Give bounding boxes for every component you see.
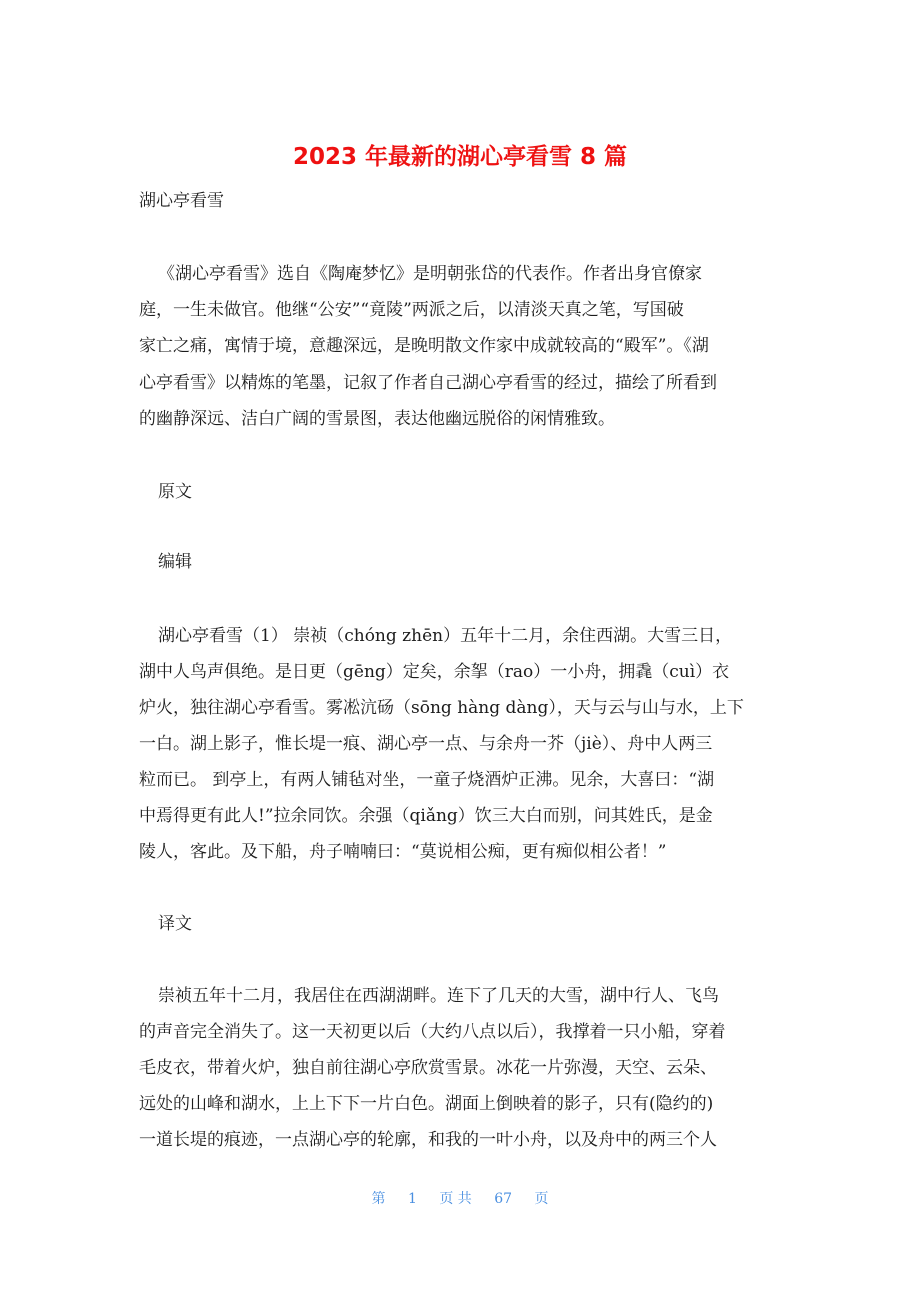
intro-line: 的幽静深远、洁白广阔的雪景图，表达他幽远脱俗的闲情雅致。 [139,409,615,429]
section-heading-edit: 编辑 [158,552,192,572]
subtitle: 湖心亭看雪 [139,191,224,211]
original-line: 一白。湖上影子，惟长堤一痕、湖心亭一点、与余舟一芥（jiè）、舟中人两三 [139,734,713,754]
intro-line: 家亡之痛，寓情于境，意趣深远，是晚明散文作家中成就较高的“殿军”。《湖 [139,336,709,356]
translation-line: 崇祯五年十二月，我居住在西湖湖畔。连下了几天的大雪，湖中行人、飞鸟 [158,986,719,1006]
original-line: 湖心亭看雪（1） 崇祯（chóng zhēn）五年十二月，余住西湖。大雪三日， [158,626,733,646]
document-title: 2023 年最新的湖心亭看雪 8 篇 [292,144,628,170]
translation-line: 一道长堤的痕迹，一点湖心亭的轮廓，和我的一叶小舟，以及舟中的两三个人 [139,1130,717,1150]
total-pages-number: 67 [494,1191,513,1207]
intro-line: 心亭看雪》以精炼的笔墨，记叙了作者自己湖心亭看雪的经过，描绘了所看到 [139,373,717,393]
intro-line: 庭，一生未做官。他继“公安”“竟陵”两派之后，以清淡天真之笔，写国破 [139,300,684,320]
page-label-prefix: 第 [371,1191,386,1207]
intro-line: 《湖心亭看雪》选自《陶庵梦忆》是明朝张岱的代表作。作者出身官僚家 [158,264,702,284]
original-line: 陵人，客此。及下船，舟子喃喃曰：“莫说相公痴，更有痴似相公者！” [139,842,667,862]
original-line: 中焉得更有此人!”拉余同饮。余强（qiǎng）饮三大白而别，问其姓氏，是金 [139,806,713,826]
original-line: 炉火，独往湖心亭看雪。雾凇沆砀（sōng hàng dàng），天与云与山与水，上下 [139,698,744,718]
page-footer [0,1188,920,1208]
original-line: 粒而已。 到亭上，有两人铺毡对坐，一童子烧酒炉正沸。见余，大喜曰：“湖 [139,770,715,790]
original-line: 湖中人鸟声俱绝。是日更（gēng）定矣，余挐（rao）一小舟，拥毳（cuì）衣 [139,662,730,682]
translation-line: 的声音完全消失了。这一天初更以后（大约八点以后），我撑着一只小船，穿着 [139,1022,726,1042]
page-label-mid: 页 共 [439,1191,472,1207]
current-page-number: 1 [407,1191,417,1207]
translation-line: 远处的山峰和湖水，上上下下一片白色。湖面上倒映着的影子，只有(隐约的) [139,1094,714,1114]
page-label-suffix: 页 [534,1191,549,1207]
section-heading-translation: 译文 [158,914,192,934]
section-heading-original: 原文 [158,482,192,502]
translation-line: 毛皮衣，带着火炉，独自前往湖心亭欣赏雪景。冰花一片弥漫，天空、云朵、 [139,1058,717,1078]
